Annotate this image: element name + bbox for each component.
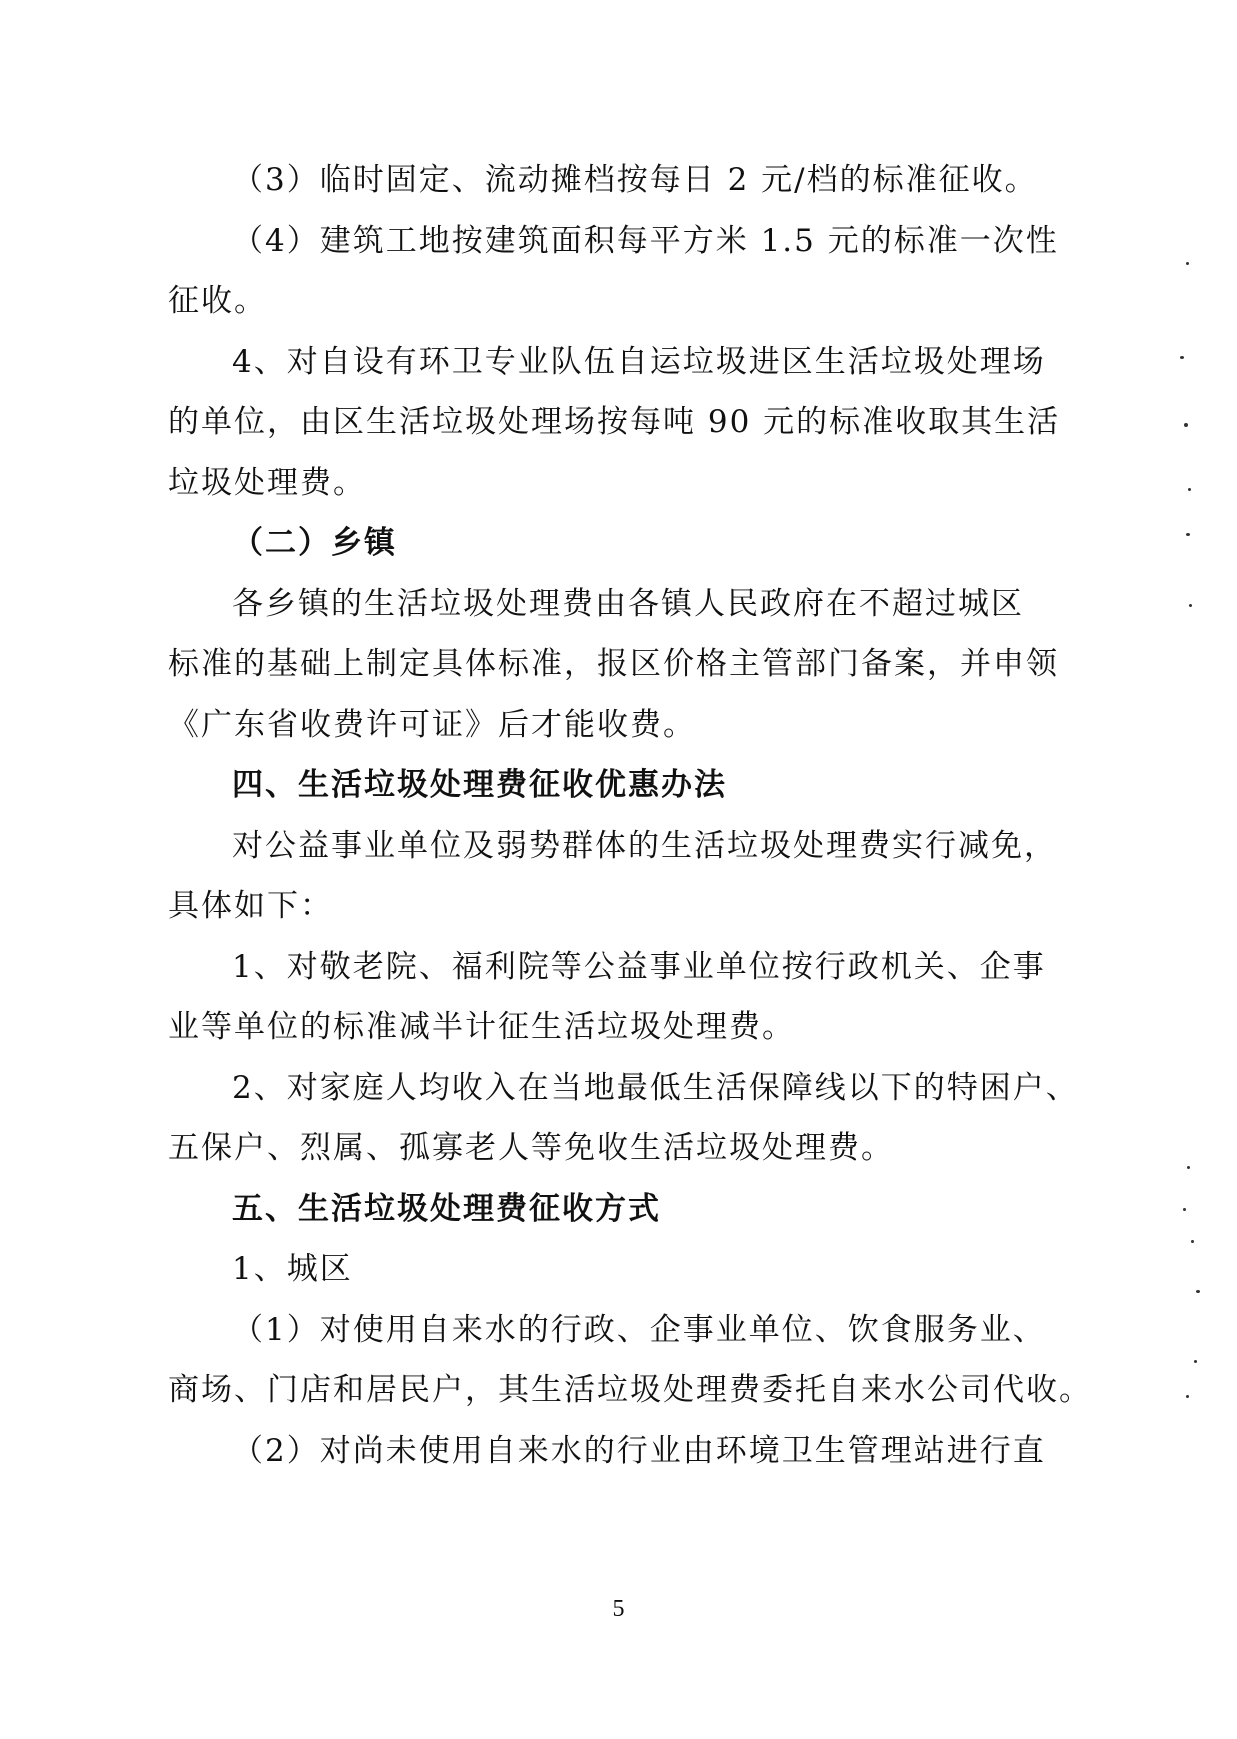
scan-speck [1191, 1240, 1194, 1243]
paragraph-line: 4、对自设有环卫专业队伍自运垃圾进区生活垃圾处理场 [232, 343, 1046, 380]
paragraph-line: 五保户、烈属、孤寡老人等免收生活垃圾处理费。 [168, 1130, 894, 1166]
scan-speck [1196, 1290, 1200, 1293]
paragraph-line: 垃圾处理费。 [168, 464, 366, 501]
paragraph-line: （3）临时固定、流动摊档按每日 2 元/档的标准征收。 [232, 162, 1038, 198]
section-heading: （二）乡镇 [232, 525, 397, 561]
paragraph-line: 业等单位的标准减半计征生活垃圾处理费。 [168, 1009, 795, 1045]
section-heading: 五、生活垃圾处理费征收方式 [232, 1190, 661, 1227]
paragraph-line: 标准的基础上制定具体标准，报区价格主管部门备案，并申领 [168, 646, 1059, 682]
paragraph-line: 《广东省收费许可证》后才能收费。 [168, 706, 696, 743]
scan-speck [1183, 1208, 1186, 1211]
paragraph-line: 1、对敬老院、福利院等公益事业单位按行政机关、企事 [232, 948, 1046, 985]
scan-speck [1189, 604, 1192, 607]
paragraph-line: 对公益事业单位及弱势群体的生活垃圾处理费实行减免， [232, 827, 1057, 864]
paragraph-line: 具体如下： [168, 888, 333, 924]
paragraph-line: （4）建筑工地按建筑面积每平方米 1.5 元的标准一次性 [232, 222, 1059, 259]
paragraph-line: （1）对使用自来水的行政、企事业单位、饮食服务业、 [232, 1311, 1046, 1348]
scan-speck [1186, 1395, 1189, 1398]
paragraph-line: 各乡镇的生活垃圾处理费由各镇人民政府在不超过城区 [232, 585, 1024, 622]
scan-speck [1186, 533, 1190, 536]
scan-speck [1180, 356, 1184, 359]
scan-speck [1187, 1166, 1190, 1169]
paragraph-line: 征收。 [168, 283, 267, 319]
page-number: 5 [612, 1596, 625, 1622]
document-body [168, 150, 1092, 1481]
paragraph-line: 2、对家庭人均收入在当地最低生活保障线以下的特困户、 [232, 1069, 1079, 1106]
paragraph-line: （2）对尚未使用自来水的行业由环境卫生管理站进行直 [232, 1432, 1046, 1469]
scan-speck [1188, 488, 1191, 491]
section-heading: 四、生活垃圾处理费征收优惠办法 [232, 767, 727, 803]
paragraph-line: 1、城区 [232, 1251, 353, 1287]
scan-speck [1184, 423, 1188, 427]
paragraph-line: 的单位，由区生活垃圾处理场按每吨 90 元的标准收取其生活 [168, 404, 1061, 440]
scan-speck [1194, 1360, 1197, 1363]
paragraph-line: 商场、门店和居民户，其生活垃圾处理费委托自来水公司代收。 [168, 1372, 1092, 1408]
scan-speck [1186, 262, 1189, 265]
